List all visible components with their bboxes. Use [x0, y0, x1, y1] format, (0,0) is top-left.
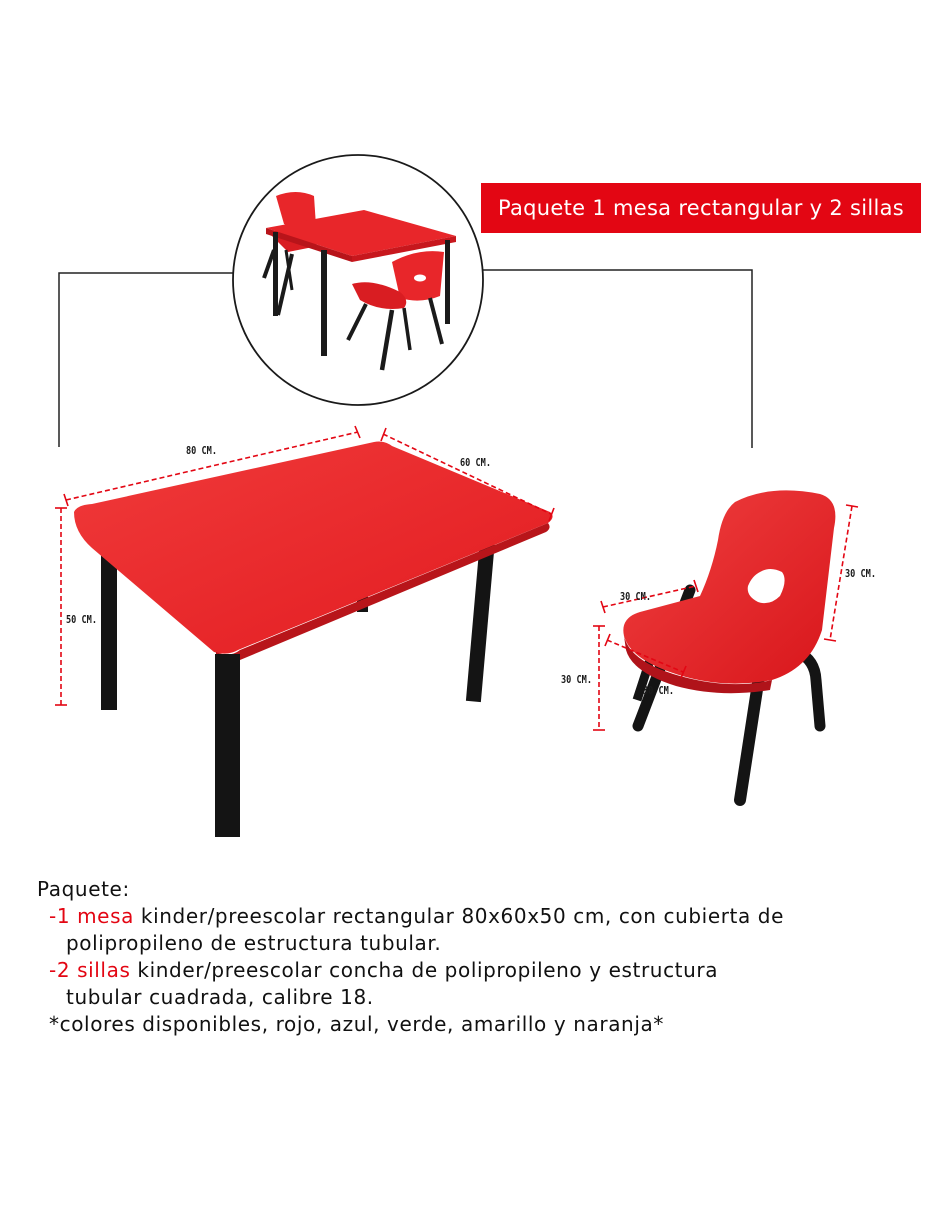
dim-label-chair-seat-depth: 30 CM.	[620, 590, 652, 603]
package-banner	[481, 183, 921, 233]
dim-label-chair-seat-height: 30 CM.	[561, 673, 593, 686]
item-chairs-highlight: -2 sillas	[49, 958, 131, 982]
description-item-chairs	[37, 957, 917, 984]
description-item-table	[37, 903, 917, 930]
item-table-text: kinder/preescolar rectangular 80x60x50 cm, con cubierta de	[133, 904, 784, 928]
main-chair	[623, 490, 835, 800]
package-description	[37, 876, 917, 1038]
description-heading: Paquete:	[37, 877, 130, 901]
main-table	[74, 442, 553, 838]
description-colors-note: *colores disponibles, rojo, azul, verde, amarillo y naranja*	[49, 1012, 664, 1036]
chair-shell	[623, 490, 835, 683]
table-leg-back-right	[466, 539, 495, 702]
table-leg-front	[215, 654, 240, 837]
description-item-table-continued: polipropileno de estructura tubular.	[66, 931, 442, 955]
dim-label-chair-back-height: 30 CM.	[845, 567, 877, 580]
description-item-chairs-continued: tubular cuadrada, calibre 18.	[66, 985, 374, 1009]
item-table-highlight: -1 mesa	[49, 904, 134, 928]
dim-label-table-width: 60 CM.	[460, 456, 492, 469]
dim-label-chair-seat-width: 30 CM.	[643, 684, 675, 697]
item-chairs-text: kinder/preescolar concha de polipropileno y estructura	[130, 958, 719, 982]
dim-label-table-length: 80 CM.	[186, 444, 218, 457]
inset-circle	[233, 155, 483, 405]
package-banner-text: Paquete 1 mesa rectangular y 2 sillas	[497, 196, 905, 220]
dim-label-table-height: 50 CM.	[66, 613, 98, 626]
table-leg-back-left	[101, 550, 117, 710]
